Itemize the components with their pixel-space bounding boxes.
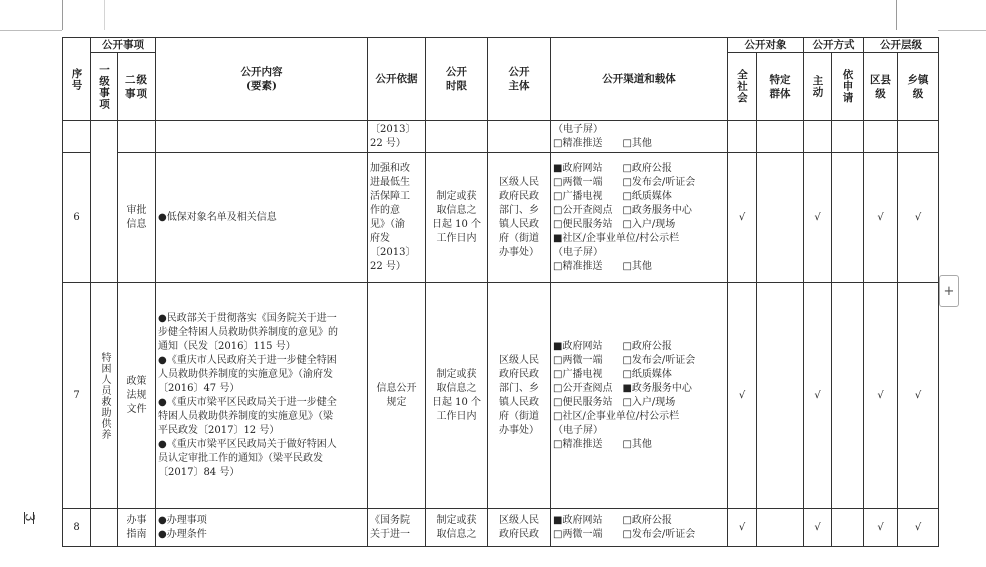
text-line: 部门、乡 bbox=[499, 382, 539, 394]
cell-lv1-empty bbox=[91, 121, 118, 283]
header-content: 公开内容 (要素) bbox=[156, 38, 368, 121]
header-group-mode: 公开方式 bbox=[804, 38, 864, 53]
cell-channel bbox=[551, 153, 728, 283]
text-line: 政府民政 bbox=[499, 368, 539, 380]
cell-specific bbox=[757, 509, 804, 547]
header-county: 区县 级 bbox=[864, 53, 898, 121]
text-line: ●低保对象名单及相关信息 bbox=[158, 211, 277, 223]
header-subject: 公开 主体 bbox=[488, 38, 551, 121]
cell-apply bbox=[832, 509, 864, 547]
cell-content bbox=[156, 121, 368, 153]
text-line: 办事处） bbox=[499, 246, 539, 258]
cell-lv2: 审批 信息 bbox=[118, 153, 156, 283]
text-line: 22 号） bbox=[370, 137, 406, 149]
cell-time bbox=[426, 509, 488, 547]
cell-all: √ bbox=[728, 509, 757, 547]
cell-subject bbox=[488, 509, 551, 547]
text-line: ■政府网站 □政府公报 bbox=[553, 340, 672, 352]
text-line: □广播电视 □纸质媒体 bbox=[553, 190, 672, 202]
header-specific: 特定 群体 bbox=[757, 53, 804, 121]
text-line: □精准推送 □其他 bbox=[553, 137, 652, 149]
cell-time bbox=[426, 283, 488, 509]
text-line: 府（街道 bbox=[499, 232, 539, 244]
cell-lv1: 特困人员救助供养 bbox=[91, 283, 118, 509]
text-line: 通知（民发〔2016〕115 号） bbox=[158, 340, 296, 352]
cell-county: √ bbox=[864, 509, 898, 547]
text-line: 平民政发〔2017〕12 号） bbox=[158, 424, 280, 436]
header-apply: 依申请 bbox=[832, 53, 864, 121]
text-line: ●《重庆市人民政府关于进一步健全特困 bbox=[158, 354, 337, 366]
text-line: 政府民政 bbox=[499, 528, 539, 540]
text-line: 政府民政 bbox=[499, 190, 539, 202]
cell-subject bbox=[488, 283, 551, 509]
text-line: ●办理条件 bbox=[158, 528, 207, 540]
cell-active: √ bbox=[804, 283, 832, 509]
text-line: 区级人民 bbox=[499, 354, 539, 366]
cell-county bbox=[864, 121, 898, 153]
cell-specific bbox=[757, 283, 804, 509]
text-line: □便民服务站 □入户/现场 bbox=[553, 396, 676, 408]
text-line: 22 号） bbox=[370, 260, 406, 272]
cell-no: 7 bbox=[63, 283, 91, 509]
text-line: 进最低生 bbox=[370, 176, 410, 188]
header-group-items: 公开事项 bbox=[91, 38, 156, 53]
text-line: □公开查阅点 ■政务服务中心 bbox=[553, 382, 692, 394]
text-line: ●办理事项 bbox=[158, 514, 207, 526]
text-line: （电子屏） bbox=[553, 246, 603, 258]
cell-all: √ bbox=[728, 283, 757, 509]
cell-specific bbox=[757, 121, 804, 153]
text-line: ■政府网站 □政府公报 bbox=[553, 514, 672, 526]
header-all: 全社会 bbox=[728, 53, 757, 121]
text-line: 〔2013〕 bbox=[370, 246, 416, 258]
cell-lv2: 办事 指南 bbox=[118, 509, 156, 547]
text-line: □精准推送 □其他 bbox=[553, 438, 652, 450]
text-line: 部门、乡 bbox=[499, 204, 539, 216]
text-line: 区级人民 bbox=[499, 176, 539, 188]
text-line: 取信息之 bbox=[436, 528, 477, 540]
text-line: □社区/企事业单位/村公示栏 bbox=[553, 410, 680, 422]
cell-lv2: 政策 法规 文件 bbox=[118, 283, 156, 509]
text-line: 区级人民 bbox=[499, 514, 539, 526]
cell-time bbox=[426, 121, 488, 153]
crop-mark bbox=[938, 30, 986, 31]
cell-no: 6 bbox=[63, 153, 91, 283]
plus-icon: + bbox=[943, 283, 955, 299]
cell-active: √ bbox=[804, 153, 832, 283]
cell-active: √ bbox=[804, 509, 832, 547]
text-line: ■社区/企事业单位/村公示栏 bbox=[553, 232, 680, 244]
table-row bbox=[63, 509, 939, 547]
cell-all: √ bbox=[728, 153, 757, 283]
text-line: 加强和改 bbox=[370, 162, 410, 174]
header-group-target: 公开对象 bbox=[728, 38, 804, 53]
text-line: 取信息之 bbox=[436, 382, 477, 394]
header-active: 主动 bbox=[804, 53, 832, 121]
cell-basis bbox=[368, 509, 426, 547]
text-line: □广播电视 □纸质媒体 bbox=[553, 368, 672, 380]
text-line: 制定或获 bbox=[436, 514, 477, 526]
text-line: （电子屏） bbox=[553, 424, 603, 436]
cell-basis bbox=[368, 121, 426, 153]
text-line: 〔2013〕 bbox=[370, 123, 416, 135]
cell-specific bbox=[757, 153, 804, 283]
cell-county: √ bbox=[864, 283, 898, 509]
text-line: 信息公开 bbox=[376, 382, 417, 394]
page-number-value: 3 bbox=[21, 513, 37, 522]
text-line: 〔2016〕47 号） bbox=[158, 382, 240, 394]
header-lv1: 一级事项 bbox=[91, 53, 118, 121]
text-line: 规定 bbox=[386, 396, 407, 408]
text-line: 特困人员救助供养制度的实施意见》（梁 bbox=[158, 410, 333, 422]
text-line: □两微一端 □发布会/听证会 bbox=[553, 354, 696, 366]
cell-content bbox=[156, 153, 368, 283]
cell-basis bbox=[368, 153, 426, 283]
cell-town: √ bbox=[898, 509, 939, 547]
cell-subject bbox=[488, 153, 551, 283]
text-line: 办事处） bbox=[499, 424, 539, 436]
header-basis: 公开依据 bbox=[368, 38, 426, 121]
add-button[interactable] bbox=[939, 275, 959, 307]
text-line: 府（街道 bbox=[499, 410, 539, 422]
cell-town: √ bbox=[898, 283, 939, 509]
cell-content bbox=[156, 509, 368, 547]
cell-all bbox=[728, 121, 757, 153]
text-line: □两微一端 □发布会/听证会 bbox=[553, 528, 696, 540]
text-line: ●《重庆市梁平区民政局关于做好特困人 bbox=[158, 438, 337, 450]
cell-channel bbox=[551, 283, 728, 509]
text-line: 日起 10 个 bbox=[431, 396, 482, 408]
cell-subject bbox=[488, 121, 551, 153]
text-line: ●《重庆市梁平区民政局关于进一步健全 bbox=[158, 396, 337, 408]
text-line: 镇人民政 bbox=[499, 218, 539, 230]
cell-apply bbox=[832, 283, 864, 509]
crop-mark bbox=[896, 0, 897, 30]
cell-time bbox=[426, 153, 488, 283]
table-row bbox=[63, 121, 939, 153]
text-line: 制定或获 bbox=[436, 368, 477, 380]
header-town: 乡镇 级 bbox=[898, 53, 939, 121]
text-line: 日起 10 个 bbox=[431, 218, 482, 230]
cell-channel bbox=[551, 509, 728, 547]
crop-mark bbox=[62, 0, 63, 30]
cell-town bbox=[898, 121, 939, 153]
text-line: 人员救助供养制度的实施意见》（渝府发 bbox=[158, 368, 333, 380]
text-line: 活保障工 bbox=[370, 190, 410, 202]
text-line: 〔2017〕84 号） bbox=[158, 466, 240, 478]
page-number bbox=[14, 510, 37, 526]
text-line: □公开查阅点 □政务服务中心 bbox=[553, 204, 692, 216]
text-line: 步健全特困人员救助供养制度的意见》的 bbox=[158, 326, 338, 338]
table-row bbox=[63, 283, 939, 509]
text-line: 镇人民政 bbox=[499, 396, 539, 408]
text-line: （电子屏） bbox=[553, 123, 603, 135]
crop-mark bbox=[0, 30, 62, 31]
crop-mark bbox=[104, 0, 105, 30]
text-line: □精准推送 □其他 bbox=[553, 260, 652, 272]
text-line: 取信息之 bbox=[436, 204, 477, 216]
cell-county: √ bbox=[864, 153, 898, 283]
header-group-level: 公开层级 bbox=[864, 38, 939, 53]
cell-channel bbox=[551, 121, 728, 153]
cell-no: 8 bbox=[63, 509, 91, 547]
text-line: 关于进一 bbox=[370, 528, 410, 540]
table-row bbox=[63, 153, 939, 283]
text-line: 工作日内 bbox=[436, 232, 477, 244]
cell-active bbox=[804, 121, 832, 153]
text-line: □两微一端 □发布会/听证会 bbox=[553, 176, 696, 188]
cell-lv2 bbox=[118, 121, 156, 153]
cell-apply bbox=[832, 121, 864, 153]
text-line: ●民政部关于贯彻落实《国务院关于进一 bbox=[158, 312, 337, 324]
text-line: 制定或获 bbox=[436, 190, 477, 202]
text-line: 员认定审批工作的通知》（梁平民政发 bbox=[158, 452, 323, 464]
disclosure-table bbox=[62, 37, 939, 547]
text-line: ■政府网站 □政府公报 bbox=[553, 162, 672, 174]
cell-basis bbox=[368, 283, 426, 509]
cell-apply bbox=[832, 153, 864, 283]
header-no: 序号 bbox=[63, 38, 91, 121]
text-line: 《国务院 bbox=[370, 514, 410, 526]
cell-no bbox=[63, 121, 91, 153]
text-line: 府发 bbox=[370, 232, 390, 244]
header-channel: 公开渠道和载体 bbox=[551, 38, 728, 121]
text-line: 工作日内 bbox=[436, 410, 477, 422]
cell-content bbox=[156, 283, 368, 509]
text-line: □便民服务站 □入户/现场 bbox=[553, 218, 676, 230]
cell-lv1-empty bbox=[91, 509, 118, 547]
header-time: 公开 时限 bbox=[426, 38, 488, 121]
text-line: 作的意 bbox=[370, 204, 400, 216]
header-lv2: 二级事项 bbox=[118, 53, 156, 121]
text-line: 见》（渝 bbox=[370, 218, 405, 230]
cell-town: √ bbox=[898, 153, 939, 283]
